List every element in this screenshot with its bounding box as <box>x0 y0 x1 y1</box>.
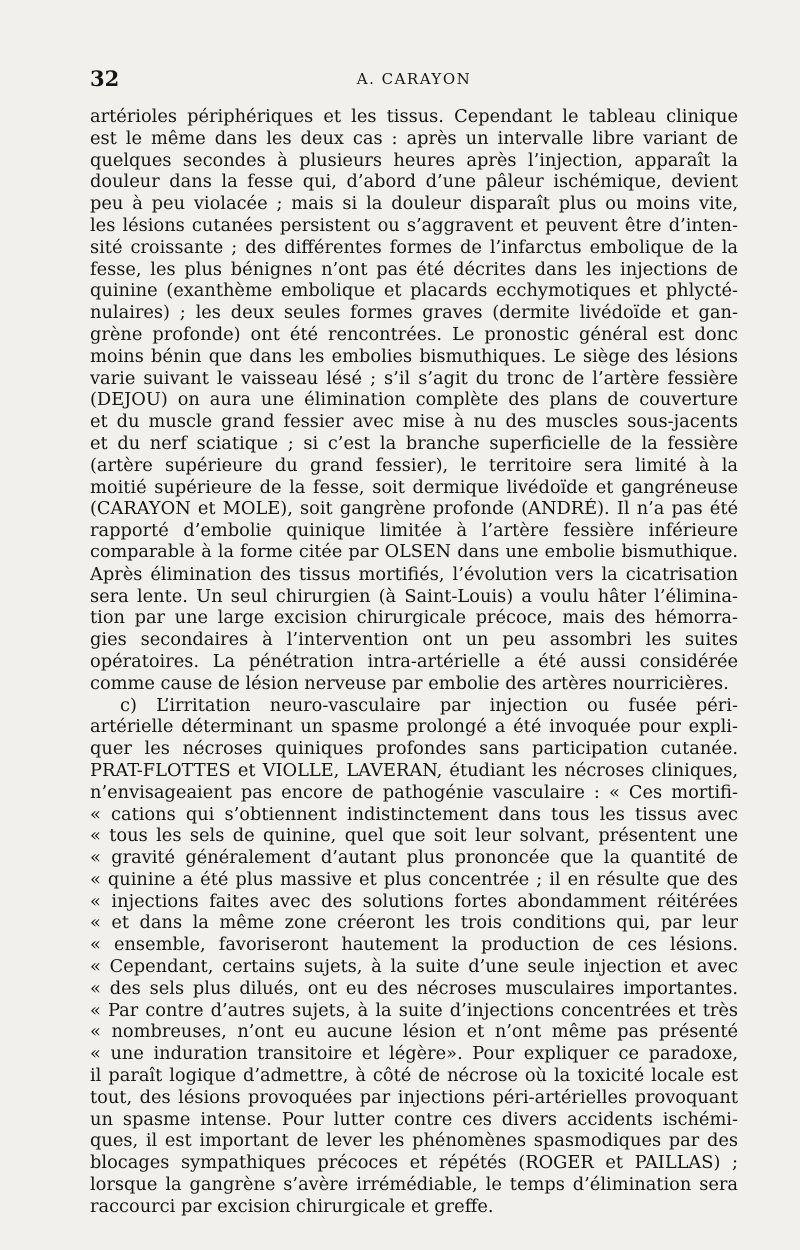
text-line: fesse, les plus bénignes n’ont pas été décrites dans les injections de <box>90 258 738 280</box>
text-line: « nombreuses, n’ont eu aucune lésion et n’ont même pas présenté <box>90 1021 738 1043</box>
text-line: est le même dans les deux cas : après un intervalle libre variant de <box>90 127 738 149</box>
text-line: sera lente. Un seul chirurgien (à Saint-Louis) a voulu hâter l’élimina- <box>90 585 738 607</box>
text-line: gies secondaires à l’intervention ont un peu assombri les suites <box>90 629 738 651</box>
text-line: artérielle déterminant un spasme prolongé a été invoquée pour expli- <box>90 716 738 738</box>
text-line: un spasme intense. Pour lutter contre ces divers accidents ischémi- <box>90 1108 738 1130</box>
text-line: grène profonde) ont été rencontrées. Le pronostic général est donc <box>90 323 738 345</box>
text-line: quelques secondes à plusieurs heures après l’injection, apparaît la <box>90 149 738 171</box>
text-line: quinine (exanthème embolique et placards ecchymotiques et phlycté- <box>90 280 738 302</box>
text-line: moins bénin que dans les embolies bismuthiques. Le siège des lésions <box>90 345 738 367</box>
text-line: comparable à la forme citée par OLSEN dans une embolie bismuthique. <box>90 541 738 562</box>
text-line: douleur dans la fesse qui, d’abord d’une pâleur ischémique, devient <box>90 171 738 193</box>
text-line: c) L’irritation neuro-vasculaire par injection ou fusée péri- <box>120 694 738 716</box>
text-line: (DEJOU) on aura une élimination complète des plans de couverture <box>90 389 738 411</box>
text-line: (artère supérieure du grand fessier), le territoire sera limité à la <box>90 454 738 476</box>
text-line: moitié supérieure de la fesse, soit dermique livédoïde et gangréneuse <box>90 476 738 498</box>
text-line: « tous les sels de quinine, quel que soit leur solvant, présentent une <box>90 825 738 847</box>
text-line: quer les nécroses quiniques profondes sans participation cutanée. <box>90 738 738 760</box>
text-line: « cations qui s’obtiennent indistinctement dans tous les tissus avec <box>90 803 738 825</box>
text-line: nulaires) ; les deux seules formes graves (dermite livédoïde et gan- <box>90 302 738 324</box>
text-line: opératoires. La pénétration intra-artérielle a été aussi considérée <box>90 650 738 672</box>
text-line: raccourci par excision chirurgicale et greffe. <box>90 1195 494 1217</box>
text-line: lorsque la gangrène s’avère irrémédiable, le temps d’élimination sera <box>90 1174 738 1196</box>
text-line: blocages sympathiques précoces et répétés (ROGER et PAILLAS) ; <box>90 1152 738 1174</box>
text-line: « quinine a été plus massive et plus concentrée ; il en résulte que des <box>90 868 738 890</box>
text-line: « des sels plus dilués, ont eu des nécroses musculaires importantes. <box>90 977 738 999</box>
text-line: « Cependant, certains sujets, à la suite d’une seule injection et avec <box>90 956 738 978</box>
text-line: ques, il est important de lever les phénomènes spasmodiques par des <box>90 1130 738 1152</box>
text-line: les lésions cutanées persistent ou s’aggravent et peuvent être d’inten- <box>90 214 738 236</box>
text-line: et du nerf sciatique ; si c’est la branche superficielle de la fessière <box>90 432 738 454</box>
text-line: peu à peu violacée ; mais si la douleur disparaît plus ou moins vite, <box>90 193 738 215</box>
text-line: « Par contre d’autres sujets, à la suite d’injections concentrées et très <box>90 999 738 1021</box>
body-text <box>90 106 738 1218</box>
text-line: varie suivant le vaisseau lésé ; s’il s’agit du tronc de l’artère fessière <box>90 367 738 389</box>
text-line: PRAT-FLOTTES et VIOLLE, LAVERAN, étudiant les nécroses cliniques, <box>90 759 738 781</box>
text-line: « ensemble, favoriseront hautement la production de ces lésions. <box>90 934 738 956</box>
text-line: (CARAYON et MOLE), soit gangrène profonde (ANDRÉ). Il n’a pas été <box>90 498 738 520</box>
text-line: tout, des lésions provoquées par injections péri-artérielles provoquant <box>90 1086 738 1108</box>
text-line: comme cause de lésion nerveuse par embolie des artères nourricières. <box>90 672 729 694</box>
text-line: et du muscle grand fessier avec mise à nu des muscles sous-jacents <box>90 411 738 433</box>
page-number: 32 <box>90 66 120 91</box>
text-line: il paraît logique d’admettre, à côté de nécrose où la toxicité locale est <box>90 1065 738 1087</box>
running-title: A. CARAYON <box>356 70 472 88</box>
text-line: sité croissante ; des différentes formes de l’infarctus embolique de la <box>90 236 738 258</box>
text-line: « injections faites avec des solutions fortes abondamment réitérées <box>90 890 738 912</box>
text-line: artérioles périphériques et les tissus. Cependant le tableau clinique <box>90 106 738 127</box>
text-line: rapporté d’embolie quinique limitée à l’artère fessière inférieure <box>90 520 738 542</box>
text-line: tion par une large excision chirurgicale précoce, mais des hémorra- <box>90 607 738 629</box>
text-line: « et dans la même zone créeront les trois conditions qui, par leur <box>90 912 738 934</box>
text-line: « une induration transitoire et légère». Pour expliquer ce paradoxe, <box>90 1043 738 1065</box>
text-line: Après élimination des tissus mortifiés, l’évolution vers la cicatrisation <box>90 563 738 585</box>
text-line: n’envisageaient pas encore de pathogénie vasculaire : « Ces mortifi- <box>90 781 738 803</box>
running-head <box>90 66 738 96</box>
text-line: « gravité généralement d’autant plus prononcée que la quantité de <box>90 847 738 869</box>
